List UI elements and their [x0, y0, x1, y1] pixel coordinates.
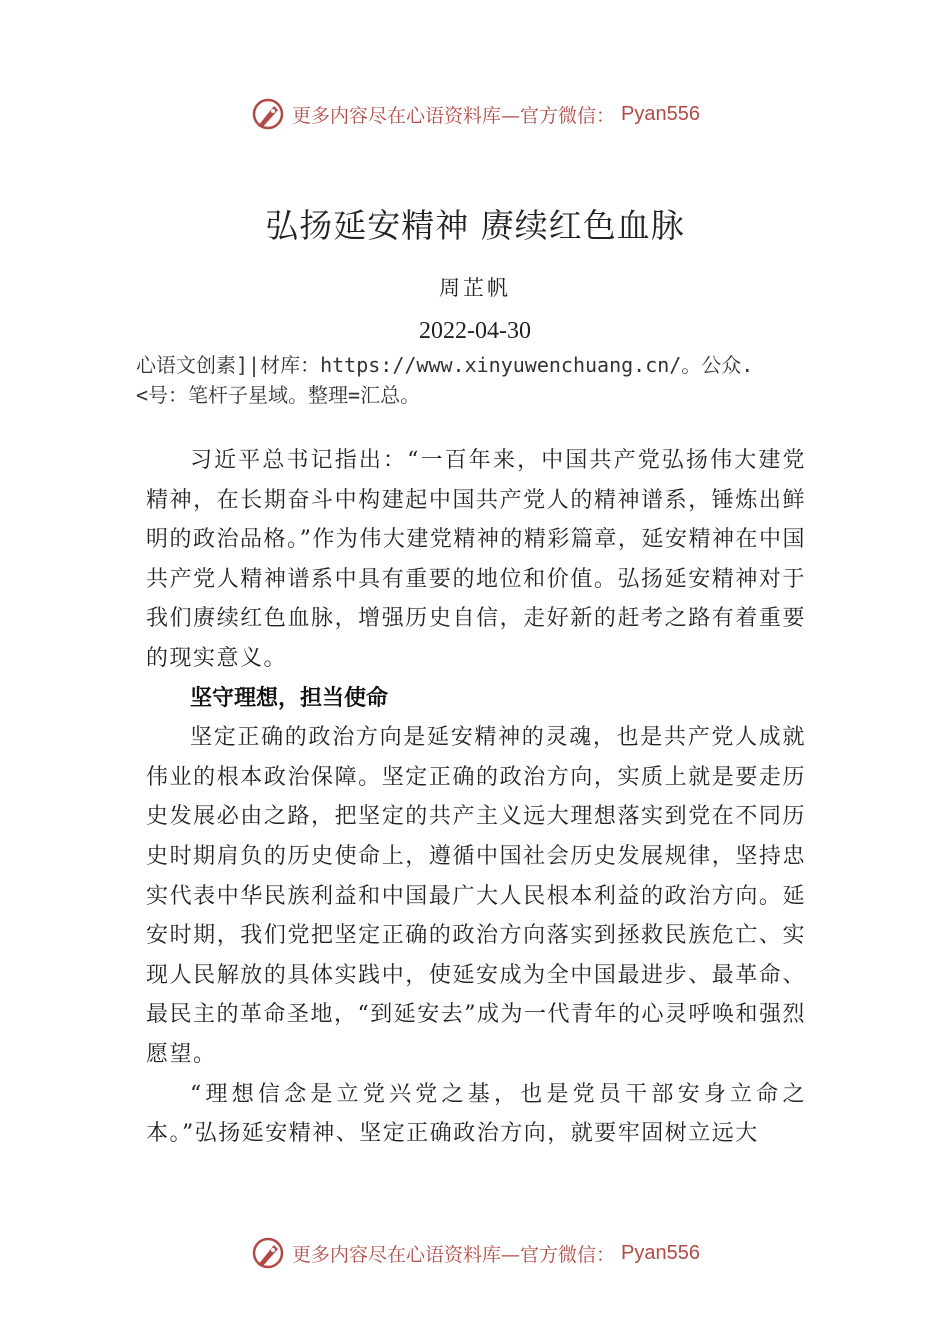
pen-nib-logo-icon — [250, 96, 286, 132]
footer-banner — [0, 1233, 950, 1273]
paragraph-intro: 习近平总书记指出：“一百年来，中国共产党弘扬伟大建党精神，在长期奋斗中构建起中国共产党人的精神谱系，锤炼出鲜明的政治品格。”作为伟大建党精神的精彩篇章，延安精神在中国共产党人精神谱系中具有重要的地位和价值。弘扬延安精神对于我们赓续红色血脉，增强历史自信，走好新的赶考之路有着重要的现实意义。 — [146, 448, 806, 671]
pen-nib-logo-icon — [250, 1235, 286, 1271]
header-banner — [0, 94, 950, 134]
footer-banner-wechat: Pyan556 — [621, 1241, 700, 1264]
article-body — [146, 441, 806, 1154]
header-banner-wechat: Pyan556 — [621, 102, 700, 125]
source-note — [136, 350, 836, 410]
footer-banner-text: 更多内容尽在心语资料库—官方微信： — [292, 1243, 616, 1266]
source-note-line-1: 心语文创素]|材库：https://www.xinyuwenchuang.cn/。公众. — [136, 353, 754, 377]
paragraph-political-direction: 坚定正确的政治方向是延安精神的灵魂，也是共产党人成就伟业的根本政治保障。坚定正确的政治方向，实质上就是要走历史发展必由之路，把坚定的共产主义远大理想落实到党在不同历史时期肩负的历史使命上，遵循中国社会历史发展规律，坚持忠实代表中华民族利益和中国最广大人民根本利益的政治方向。延安时期，我们党把坚定正确的政治方向落实到拯救民族危亡、实现人民解放的具体实践中，使延安成为全中国最进步、最革命、最民主的革命圣地，“到延安去”成为一代青年的心灵呼唤和强烈愿望。 — [146, 725, 806, 1067]
header-banner-text: 更多内容尽在心语资料库—官方微信： — [292, 104, 616, 127]
section-heading: 坚守理想，担当使命 — [190, 685, 389, 711]
article-date: 2022-04-30 — [419, 318, 531, 344]
source-note-line-2: <号：笔杆子星域。整理=汇总。 — [136, 383, 421, 407]
paragraph-ideals: “理想信念是立党兴党之基，也是党员干部安身立命之本。”弘扬延安精神、坚定正确政治方向，就要牢固树立远大 — [146, 1081, 806, 1147]
article-title: 弘扬延安精神 赓续红色血脉 — [265, 206, 685, 245]
article-author: 周芷帆 — [439, 276, 511, 300]
